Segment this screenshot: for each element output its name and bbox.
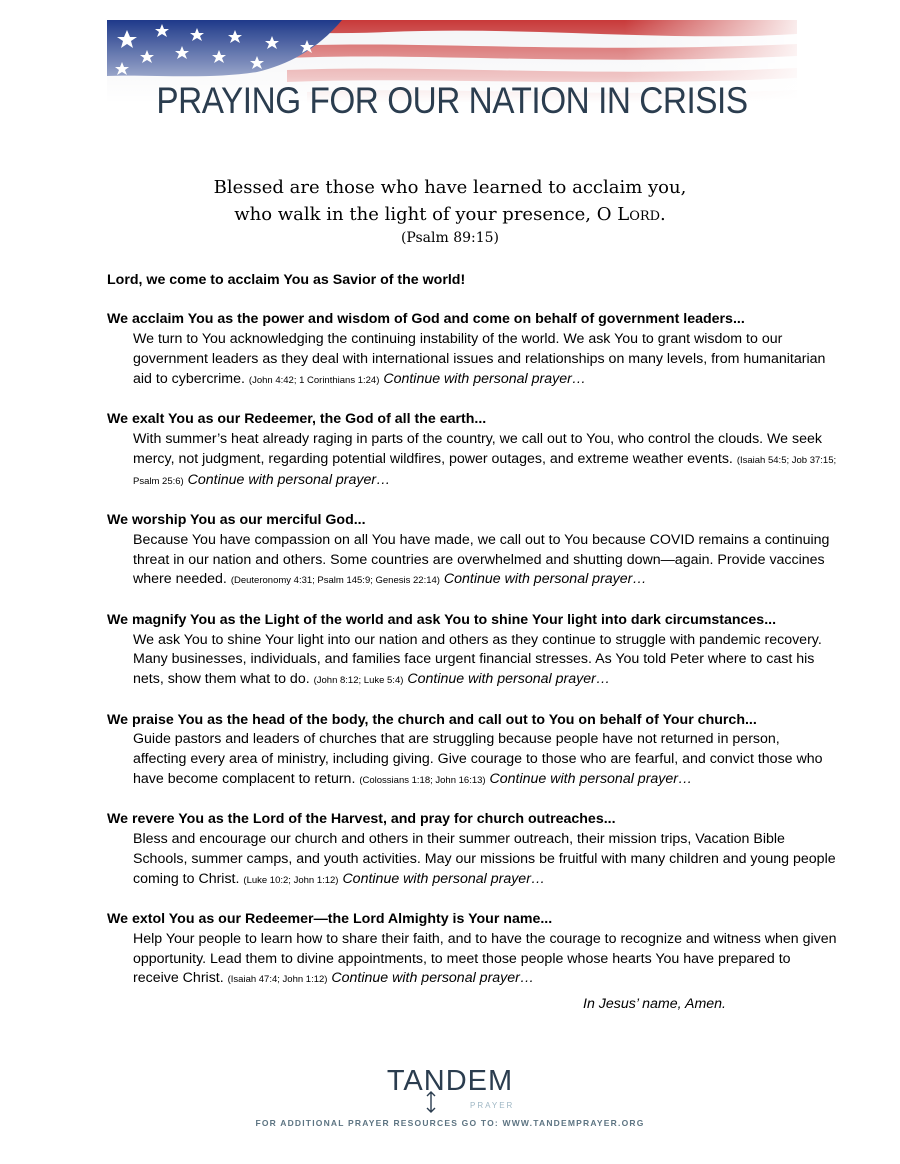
continue-prompt: Continue with personal prayer…	[331, 970, 535, 987]
prayer-section	[107, 410, 837, 491]
section-body	[107, 830, 837, 890]
continue-prompt: Continue with personal prayer…	[407, 671, 611, 688]
section-body	[107, 330, 837, 390]
section-body	[107, 531, 837, 591]
prayer-content	[107, 271, 837, 1010]
logo-wordmark: TANDEM	[386, 1065, 514, 1097]
continue-prompt: Continue with personal prayer…	[443, 571, 647, 588]
intro-line: Lord, we come to acclaim You as Savior of the world!	[107, 272, 466, 288]
section-heading: We extol You as our Redeemer—the Lord Almighty is Your name...	[107, 911, 553, 928]
section-text: Help Your people to learn how to share their faith, and to have the courage to recognize and witness when given opportunity. Lead them to divine appointments, to meet those people whose hearts You have prepared to receive Christ.	[133, 930, 837, 987]
section-body	[107, 430, 837, 491]
section-body	[107, 930, 837, 990]
prayer-section	[107, 810, 837, 890]
section-heading: We praise You as the head of the body, the church and call out to You on behalf of Your church...	[107, 711, 757, 728]
prayer-section	[107, 611, 837, 691]
logo-subtitle: PRAYER	[470, 1101, 515, 1110]
section-text: Guide pastors and leaders of churches that are struggling because people have not returned in person, affecting every area of ministry, including giving. Give courage to those who are fearful, and convict those who have become complacent to return.	[133, 731, 823, 787]
tandem-logo	[0, 1065, 900, 1110]
prayer-section	[107, 910, 837, 990]
footer-resources: FOR ADDITIONAL PRAYER RESOURCES GO TO: WWW.TANDEMPRAYER.ORG	[255, 1118, 645, 1128]
section-text: Because You have compassion on all You have made, we call out to You because COVID remains a continuing threat in our nation and others. Some countries are overwhelmed and shutting down—again. Provide vaccines where needed.	[133, 531, 830, 588]
prayer-section	[107, 511, 837, 591]
verse-reference: (Psalm 89:15)	[400, 230, 500, 246]
section-body	[107, 730, 837, 790]
scripture-refs: (Isaiah 54:5; Job 37:15; Psalm 25:6)	[133, 454, 837, 487]
prayer-section	[107, 310, 837, 390]
scripture-refs: (Luke 10:2; John 1:12)	[243, 874, 339, 886]
verse-line-1: Blessed are those who have learned to acclaim you,	[213, 177, 687, 198]
section-text: Bless and encourage our church and others in their summer outreach, their mission trips, Vacation Bible Schools, summer camps, and youth activities. May our missions be fruitful with many children and young people coming to Christ.	[133, 831, 836, 887]
section-heading: We revere You as the Lord of the Harvest, and pray for church outreaches...	[107, 811, 616, 828]
section-text: We turn to You acknowledging the continuing instability of the world. We ask You to grant wisdom to our government leaders as they deal with international issues and relationships on many levels, from humanitarian aid to cybercrime.	[133, 331, 826, 387]
verse-line-2-text: who walk in the light of your presence, O	[234, 204, 618, 225]
section-text: We ask You to shine Your light into our nation and others as they continue to struggle with pandemic recovery. Many businesses, individuals, and families face urgent financial stresses. As You told Peter where to cast his nets, show them what to do.	[133, 631, 822, 688]
up-down-arrow-icon	[424, 1091, 438, 1113]
closing-line: In Jesus’ name, Amen.	[583, 996, 726, 1012]
section-text: With summer’s heat already raging in parts of the country, we call out to You, who control the clouds. We seek mercy, not judgment, regarding potential wildfires, power outages, and extreme weather events.	[133, 430, 822, 467]
continue-prompt: Continue with personal prayer…	[342, 870, 546, 887]
prayer-section	[107, 711, 837, 791]
continue-prompt: Continue with personal prayer…	[187, 471, 391, 488]
verse-lord: Lord.	[617, 204, 666, 225]
scripture-refs: (John 4:42; 1 Corinthians 1:24)	[248, 374, 380, 386]
scripture-refs: (John 8:12; Luke 5:4)	[313, 675, 404, 687]
section-heading: We acclaim You as the power and wisdom of God and come on behalf of government leaders...	[107, 311, 745, 328]
section-heading: We exalt You as our Redeemer, the God of all the earth...	[107, 411, 487, 428]
continue-prompt: Continue with personal prayer…	[383, 370, 586, 387]
scripture-refs: (Deuteronomy 4:31; Psalm 145:9; Genesis 22:14)	[230, 575, 440, 587]
section-heading: We worship You as our merciful God...	[107, 511, 366, 528]
scripture-refs: (Colossians 1:18; John 16:13)	[359, 774, 486, 786]
section-heading: We magnify You as the Light of the world and ask You to shine Your light into dark circumstances...	[107, 611, 777, 628]
verse-line-2	[0, 204, 900, 225]
section-body	[107, 631, 837, 691]
continue-prompt: Continue with personal prayer…	[489, 770, 693, 787]
scripture-refs: (Isaiah 47:4; John 1:12)	[227, 974, 328, 986]
banner-title: PRAYING FOR OUR NATION IN CRISIS	[156, 80, 748, 121]
